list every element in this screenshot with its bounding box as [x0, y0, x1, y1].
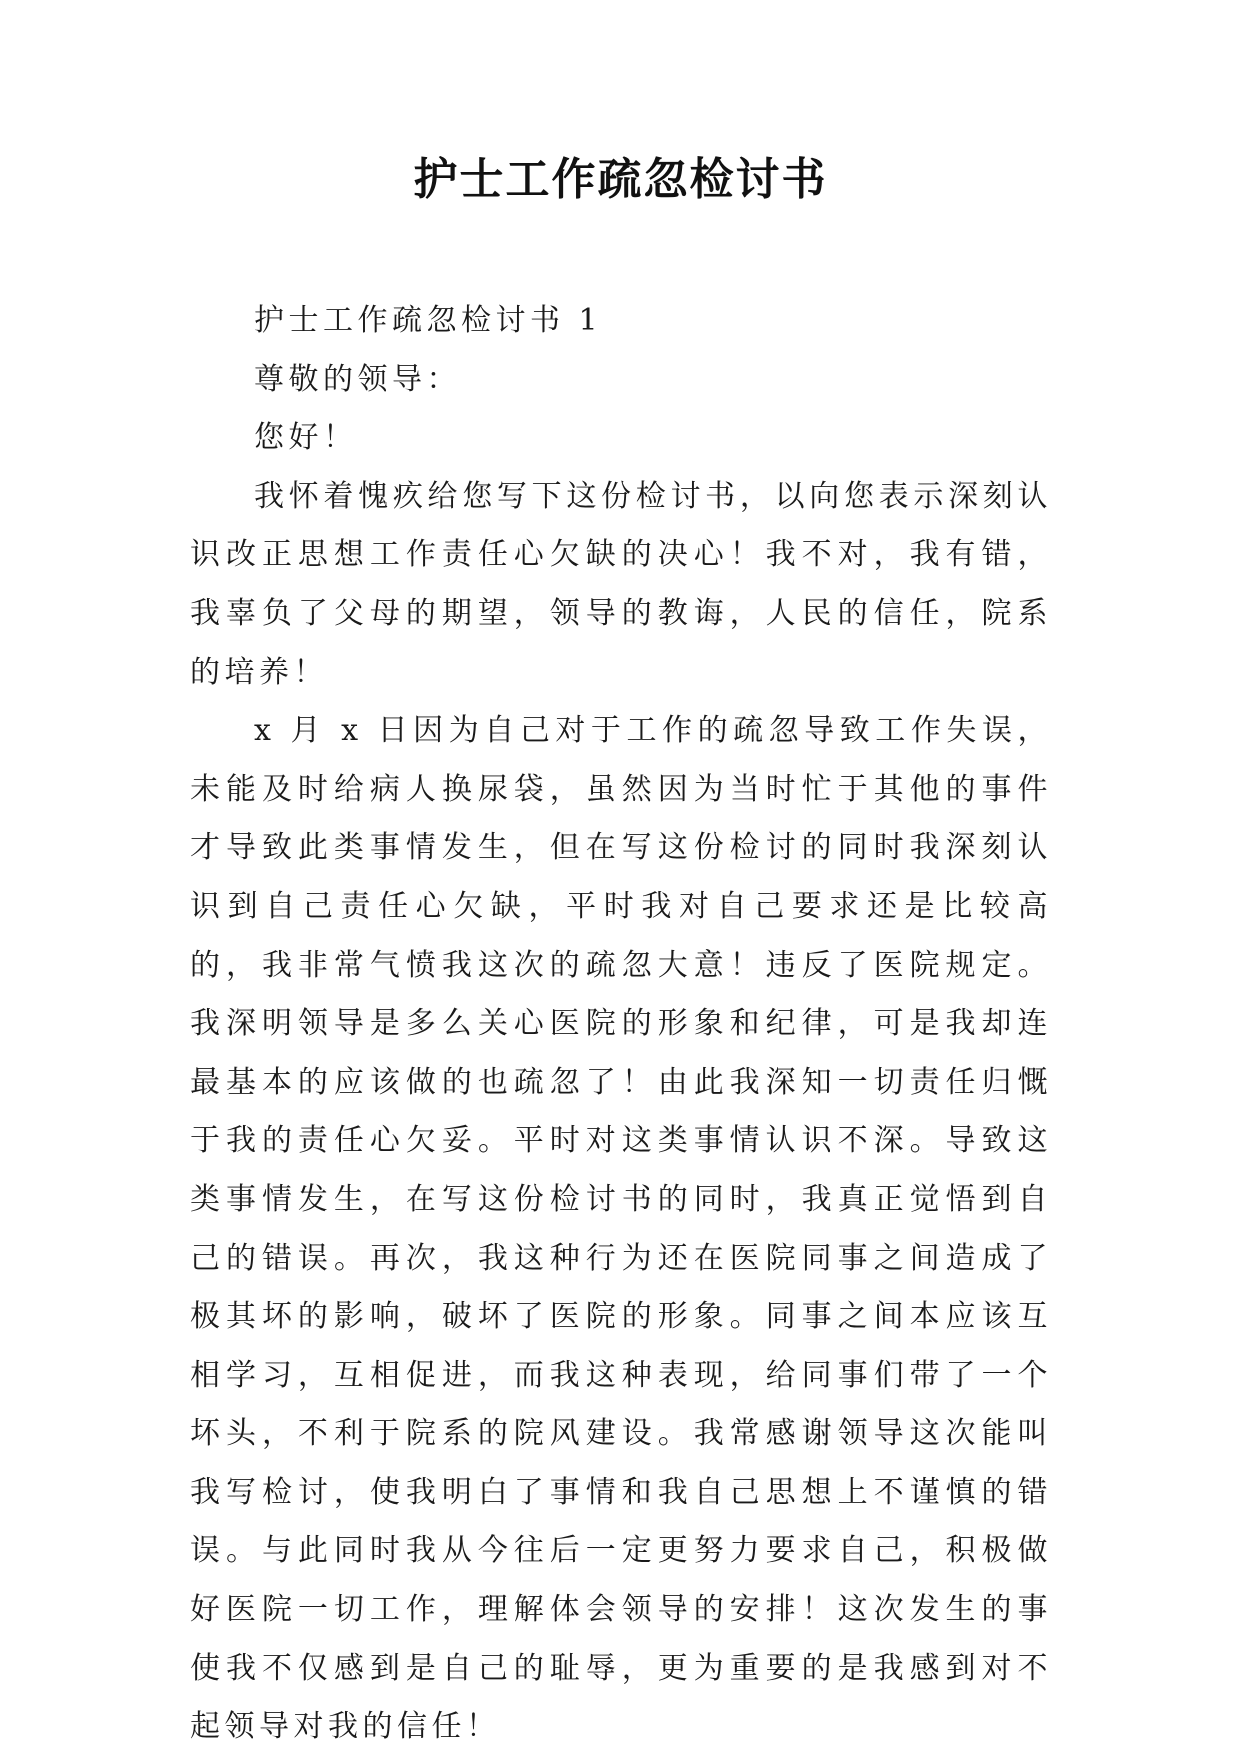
section-heading: 护士工作疏忽检讨书 1 [254, 303, 603, 338]
body-paragraph: 我怀着愧疚给您写下这份检讨书，以向您表示深刻认识改正思想工作责任心欠缺的决心！我不对，我有错，我辜负了父母的期望，领导的教诲，人民的信任，院系的培养！ [190, 478, 1052, 690]
document-body [190, 292, 1052, 1757]
body-paragraph: x 月 x 日因为自己对于工作的疏忽导致工作失误，未能及时给病人换尿袋，虽然因为当时忙于其他的事件才导致此类事情发生，但在写这份检讨的同时我深刻认识到自己责任心欠缺，平时我对自己要求还是比较高的，我非常气愤我这次的疏忽大意！违反了医院规定。我深明领导是多么关心医院的形象和纪律，可是我却连最基本的应该做的也疏忽了！由此我深知一切责任归慨于我的责任心欠妥。平时对这类事情认识不深。导致这类事情发生，在写这份检讨书的同时，我真正觉悟到自己的错误。再次，我这种行为还在医院同事之间造成了极其坏的影响，破坏了医院的形象。同事之间本应该互相学习，互相促进，而我这种表现，给同事们带了一个坏头，不利于院系的院风建设。我常感谢领导这次能叫我写检讨，使我明白了事情和我自己思想上不谨慎的错误。与此同时我从今往后一定更努力要求自己，积极做好医院一切工作，理解体会领导的安排！这次发生的事使我不仅感到是自己的耻辱，更为重要的是我感到对不起领导对我的信任！ [190, 713, 1052, 1745]
salutation: 尊敬的领导： [254, 361, 461, 397]
greeting: 您好！ [254, 420, 358, 456]
document-title: 护士工作疏忽检讨书 [413, 154, 828, 205]
